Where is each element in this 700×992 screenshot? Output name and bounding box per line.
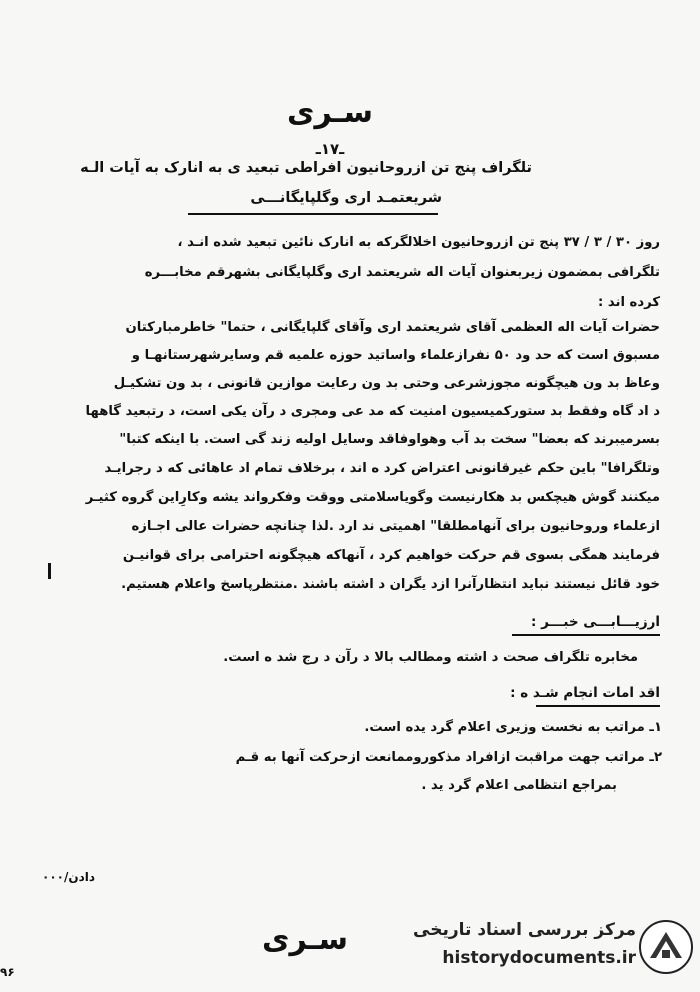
action-item: ۲ـ مراتب جهت مراقبت ازافراد مذکوروممانعت ازحرکت آنها به قـم	[235, 750, 662, 765]
body-line: د اد گاه وفقط بد ستورکمیسیون امنیت که مد عی ومجری د رآن یکی است، د رتبعید گاهها	[85, 404, 660, 419]
body-line: بسرمیبرند که بعضا" سخت بد آب وهواوفاقد وسایل اولیه زند گی است. با اینکه کتبا"	[119, 432, 660, 447]
body-line: روز ۳۰ / ۳ / ۳۷ پنج تن ازروحانیون اخلالگرکه به انارک نائین تبعید شده انـد ،	[177, 235, 660, 250]
body-line: خود قائل نیستند نباید انتظارآنرا ازد یگران د اشته باشند .منتظرپاسخ واعلام هستیم.	[121, 577, 660, 592]
assessment-heading: ارزیـــابـــی خبـــر :	[530, 614, 660, 630]
classification-footer: سـری	[262, 922, 348, 957]
archive-watermark	[384, 918, 694, 980]
archive-logo-icon	[638, 918, 694, 976]
body-line: وتلگرافا" باین حکم غیرقانونی اعتراض کرد ه اند ، برخلاف تمام اد عاهائی که د رجرایـد	[104, 461, 660, 476]
body-line: تلگرافی بمضمون زیربعنوان آیات اله شریعتمد اری وگلپایگانی بشهرقم مخابـــره	[144, 265, 660, 280]
body-line: حضرات آیات اله العظمی آقای شریعتمد اری وآقای گلپایگانی ، حتما" خاطرمبارکتان	[125, 320, 660, 335]
watermark-org-name: مرکز بررسی اسناد تاریخی	[413, 920, 636, 940]
title-line-2: شریعتمـد اری وگلپایگانـــی	[250, 190, 442, 206]
body-line: کرده اند :	[598, 295, 660, 310]
body-line: فرمایند همگی بسوی قم حرکت خواهیم کرد ، آنهاکه هیچگونه احترامی برای قوانیـن	[122, 548, 660, 563]
action-item-continuation: بمراجع انتظامی اعلام گرد ید .	[421, 778, 617, 793]
page-number: ۹۶	[0, 965, 15, 979]
body-line: ازعلماء وروحانیون برای آنهامطلقا" اهمیتی ند ارد .لذا چنانچه حضرات عالی اجـازه	[131, 519, 660, 534]
margin-mark	[48, 563, 51, 579]
actions-underline	[536, 705, 660, 707]
title-underline	[188, 213, 438, 215]
action-item: ۱ـ مراتب به نخست وزیری اعلام گرد یده است.	[364, 720, 662, 735]
actions-heading: اقد امات انجام شـد ه :	[510, 685, 660, 701]
title-line-1: تلگراف پنج تن ازروحانیون افراطی تبعید ی به انارک به آیات الـه	[80, 160, 532, 176]
classification-header: سـری	[287, 95, 373, 130]
body-line: میکنند گوش هیچکس بد هکارنیست وگویاسلامتی ووقت وفکرواند یشه وکارِاین گروه کثیـر	[85, 490, 660, 505]
body-line: وعاظ بد ون هیچگونه مجوزشرعی وحتی بد ون رعایت موازین قانونی ، بد ون تشکیـل	[113, 376, 660, 391]
watermark-url: historydocuments.ir	[442, 948, 636, 968]
body-line: مسبوق است که حد ود ۵۰ نفرازعلماء واساتید حوزه علمیه قم وسایرشهرستانهـا و	[131, 348, 660, 363]
assessment-underline	[512, 634, 660, 636]
distribution-note: دادن/۰۰۰	[42, 870, 96, 884]
assessment-text: مخابره تلگراف صحت د اشته ومطالب بالا د رآن د رج شد ه است.	[223, 650, 638, 665]
document-number: ـ۱۷ـ	[315, 140, 345, 158]
